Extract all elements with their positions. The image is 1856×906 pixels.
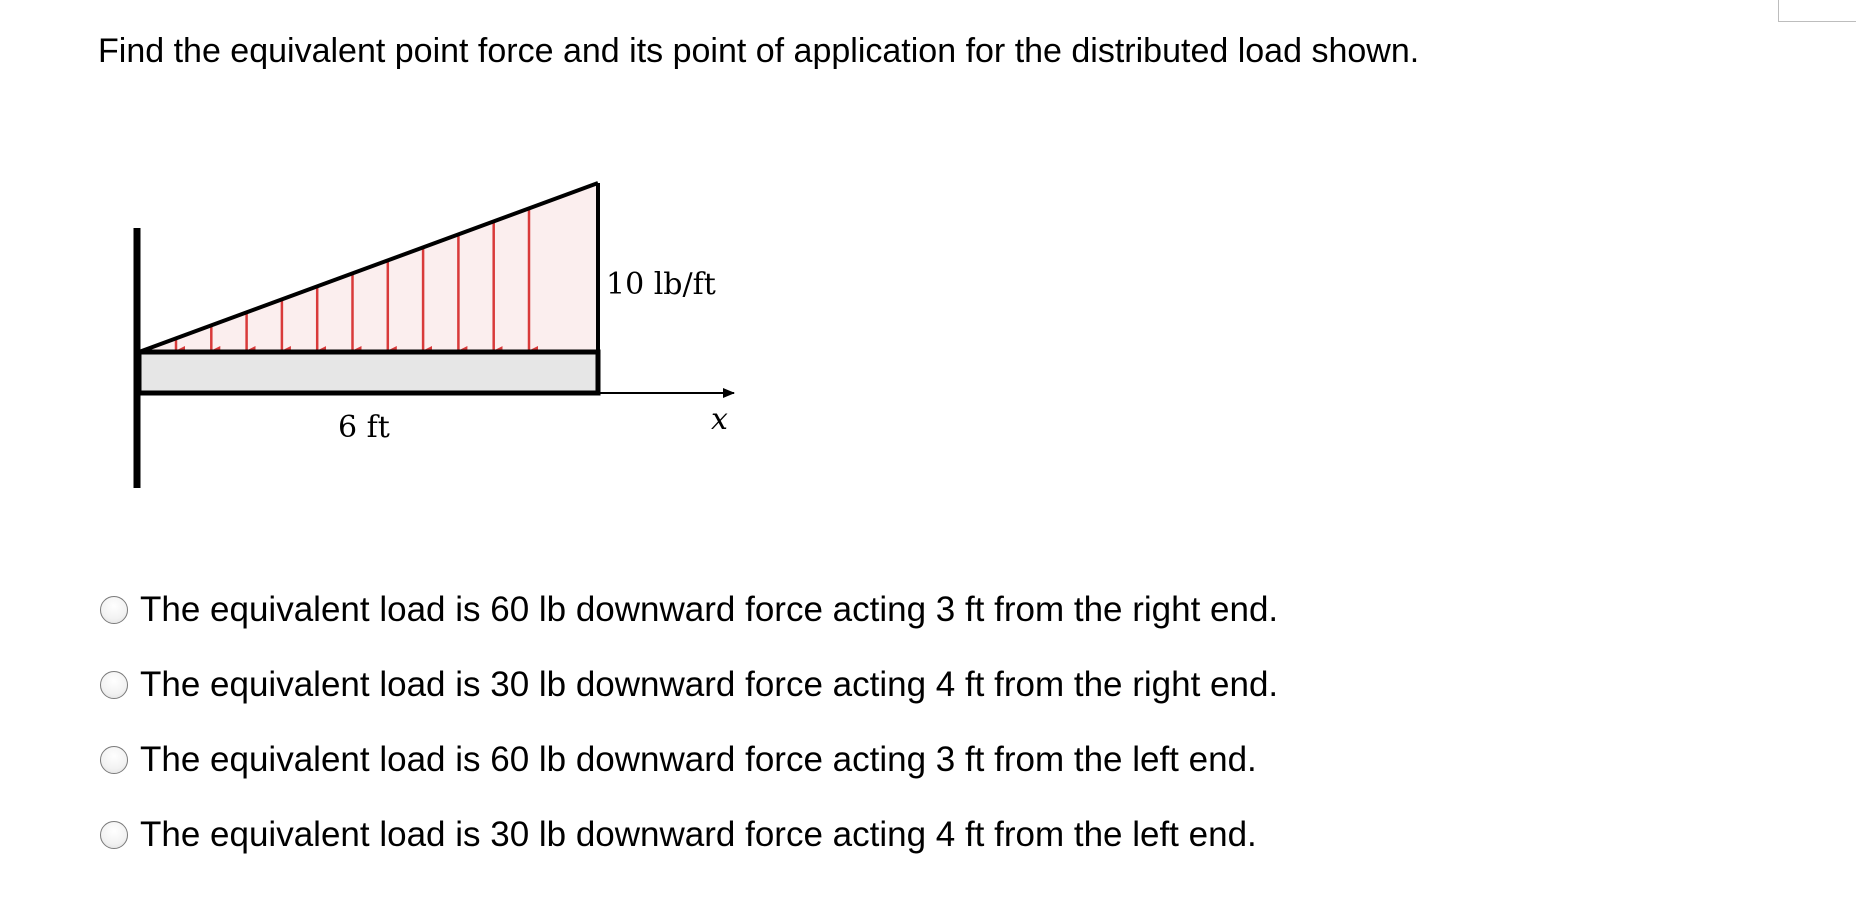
load-label: 10 lb/ft	[606, 267, 716, 302]
answer-option-label: The equivalent load is 30 lb downward force acting 4 ft from the right end.	[140, 664, 1279, 704]
answer-option-label: The equivalent load is 60 lb downward force acting 3 ft from the left end.	[140, 739, 1257, 779]
answer-option-3[interactable]	[100, 722, 1278, 797]
radio-button[interactable]	[100, 596, 128, 624]
answer-option-label: The equivalent load is 30 lb downward force acting 4 ft from the left end.	[140, 814, 1257, 854]
beam	[139, 352, 598, 393]
radio-button[interactable]	[100, 746, 128, 774]
question-text: Find the equivalent point force and its point of application for the distributed load shown.	[98, 32, 1420, 70]
answer-option-4[interactable]	[100, 797, 1278, 872]
distributed-load-diagram	[0, 0, 760, 500]
answer-options	[100, 572, 1278, 872]
length-label: 6 ft	[338, 410, 390, 445]
answer-option-2[interactable]	[100, 647, 1278, 722]
radio-button[interactable]	[100, 821, 128, 849]
corner-box	[1778, 0, 1856, 22]
radio-button[interactable]	[100, 671, 128, 699]
answer-option-1[interactable]	[100, 572, 1278, 647]
answer-option-label: The equivalent load is 60 lb downward force acting 3 ft from the right end.	[140, 589, 1279, 629]
axis-label: x	[711, 402, 728, 437]
